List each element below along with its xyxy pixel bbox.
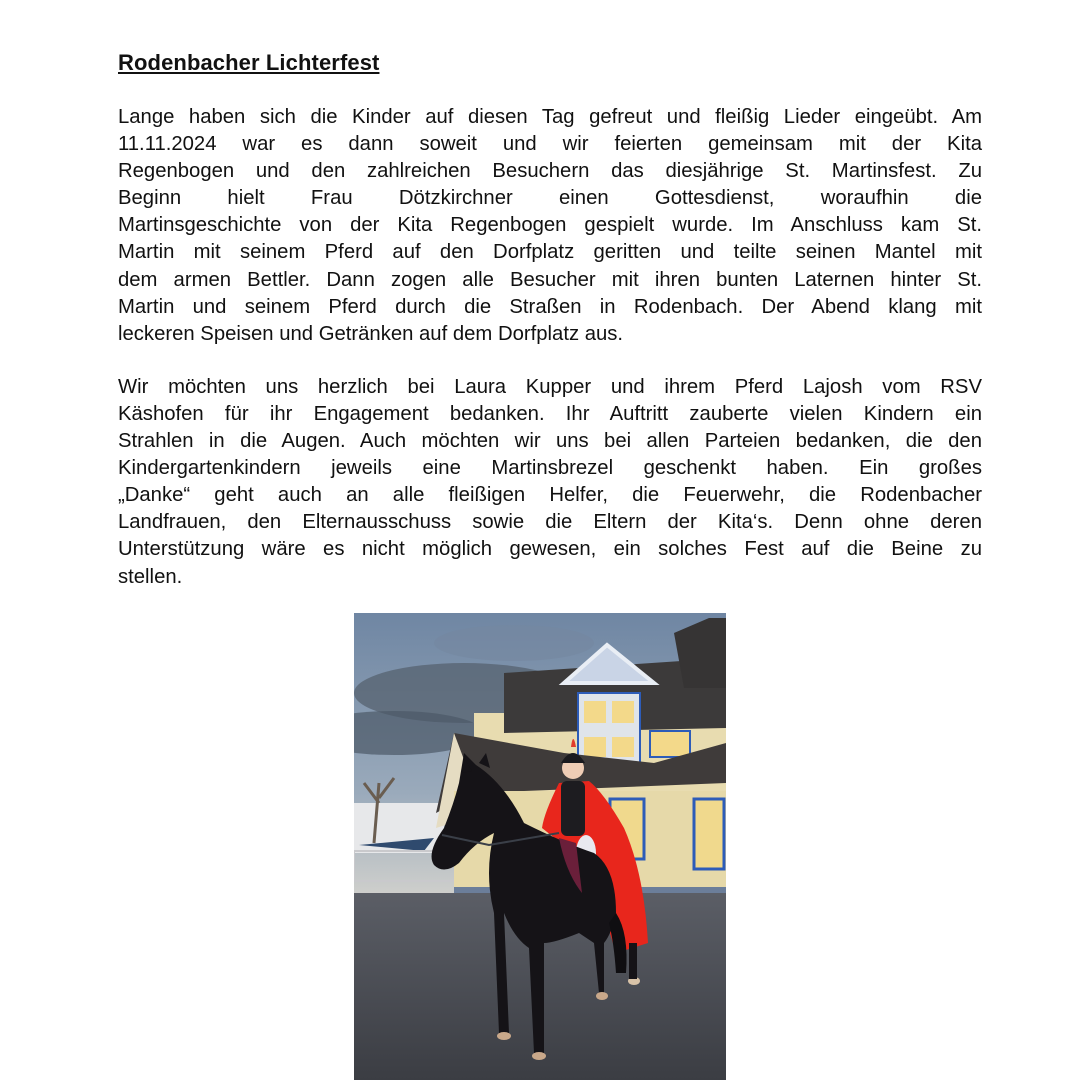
text-line: dem armen Bettler. Dann zogen alle Besucher mit ihren bunten Laternen hinter St. xyxy=(118,268,982,291)
cloud xyxy=(434,625,594,661)
text-line: 11.11.2024 war es dann soweit und wir feierten gemeinsam mit der Kita xyxy=(118,133,982,156)
text-line: Beginn hielt Frau Dötzkirchner einen Gottesdienst, woraufhin die xyxy=(118,187,982,210)
hoof xyxy=(596,992,608,1000)
text-line: Martin und seinem Pferd durch die Straßen in Rodenbach. Der Abend klang mit xyxy=(118,295,982,318)
photo-illustration xyxy=(354,613,726,1080)
window-lit xyxy=(612,701,634,723)
rider-body xyxy=(561,781,585,836)
text-line: Lange haben sich die Kinder auf diesen Tag gefreut und fleißig Lieder eingeübt. Am xyxy=(118,106,982,128)
text-line: Käshofen für ihr Engagement bedanken. Ihr Auftritt zauberte vielen Kindern ein xyxy=(118,402,982,425)
window-lit xyxy=(694,799,724,869)
document-title: Rodenbacher Lichterfest xyxy=(118,50,380,75)
text-line: Unterstützung wäre es nicht möglich gewesen, ein solches Fest auf die Beine zu xyxy=(118,538,982,561)
event-photo xyxy=(354,613,726,1080)
text-line: Martin mit seinem Pferd auf den Dorfplatz geritten und teilte seinen Mantel mit xyxy=(118,241,982,264)
horse-leg xyxy=(629,943,637,979)
text-line: „Danke“ geht auch an alle fleißigen Helfer, die Feuerwehr, die Rodenbacher xyxy=(118,484,982,507)
window-lit xyxy=(584,737,606,757)
text-line: Landfrauen, den Elternausschuss sowie die Eltern der Kita‘s. Denn ohne deren xyxy=(118,511,982,534)
text-line: stellen. xyxy=(118,565,183,588)
paragraph-intro xyxy=(118,104,982,348)
paragraph-thanks xyxy=(118,374,982,591)
text-line: Wir möchten uns herzlich bei Laura Kupper und ihrem Pferd Lajosh vom RSV xyxy=(118,375,982,398)
document-page xyxy=(118,48,982,617)
hoof xyxy=(497,1032,511,1040)
text-line: Martinsgeschichte von der Kita Regenbogen gespielt wurde. Im Anschluss kam St. xyxy=(118,214,982,237)
window-lit xyxy=(650,731,690,757)
window-lit xyxy=(612,737,634,757)
text-line: Strahlen in die Augen. Auch möchten wir uns bei allen Parteien bedanken, die den xyxy=(118,430,982,453)
text-line: leckeren Speisen und Getränken auf dem Dorfplatz aus. xyxy=(118,322,624,345)
hoof xyxy=(532,1052,546,1060)
window-lit xyxy=(584,701,606,723)
text-line: Kindergartenkindern jeweils eine Martinsbrezel geschenkt haben. Ein großes xyxy=(118,457,982,480)
text-line: Regenbogen und den zahlreichen Besuchern das diesjährige St. Martinsfest. Zu xyxy=(118,160,982,183)
